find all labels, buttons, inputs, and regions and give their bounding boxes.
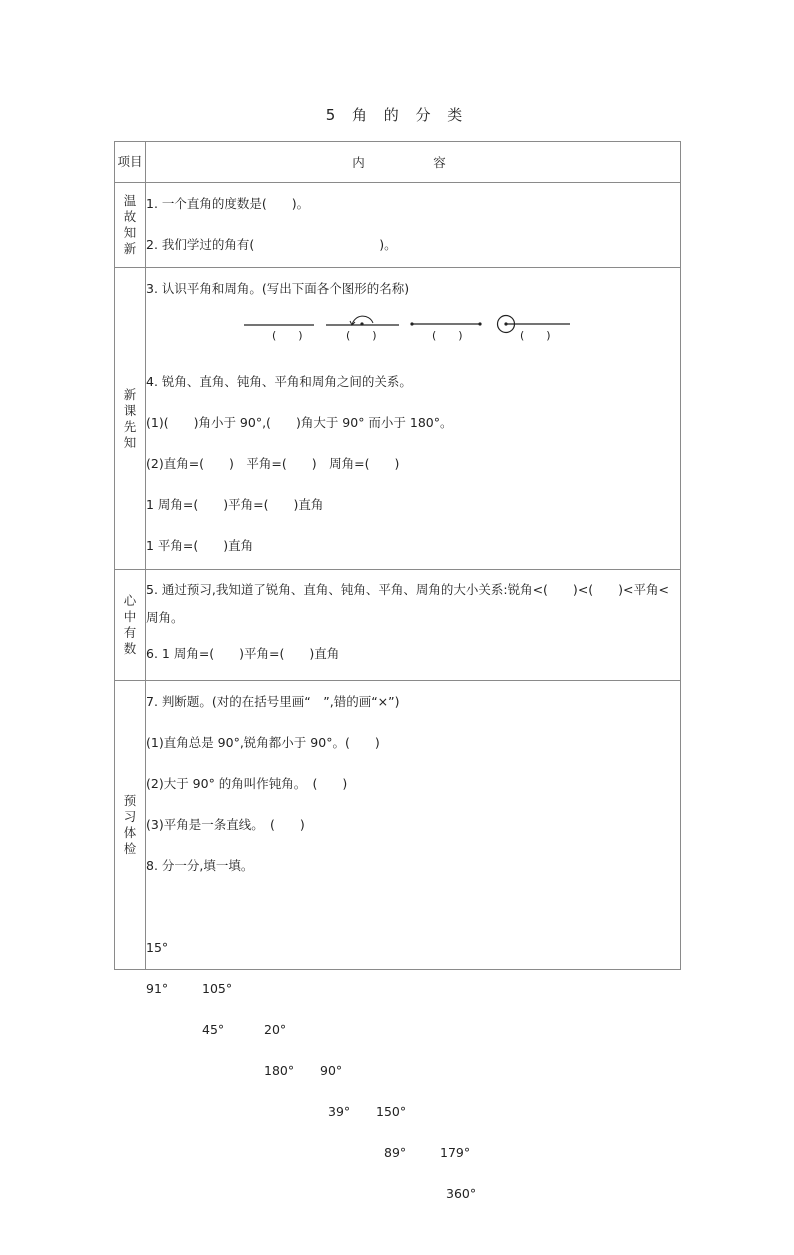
angle-value: 15°	[146, 940, 169, 955]
section-content	[146, 183, 681, 268]
question-4-3: 1 周角=( )平角=( )直角	[146, 497, 324, 512]
angle-value: 180°	[264, 1063, 295, 1078]
section-label: 新课先知	[115, 268, 146, 570]
angle-value: 39°	[328, 1104, 351, 1119]
section-new-lesson	[115, 268, 681, 570]
section-summary	[115, 570, 681, 681]
angle-value: 20°	[264, 1022, 287, 1037]
question-4: 4. 锐角、直角、钝角、平角和周角之间的关系。	[146, 374, 412, 389]
figure-ray	[410, 322, 481, 325]
question-2: 2. 我们学过的角有( )。	[146, 237, 397, 252]
figure-straight-angle	[326, 316, 399, 325]
figure-blank: ( )	[272, 329, 303, 342]
header-row	[115, 142, 681, 183]
section-content	[146, 681, 681, 1201]
question-5: 5. 通过预习,我知道了锐角、直角、钝角、平角、周角的大小关系:锐角<( )<( )<平角<周角。	[146, 582, 669, 625]
question-4-1: (1)( )角小于 90°,( )角大于 90° 而小于 180°。	[146, 415, 453, 430]
question-4-4: 1 平角=( )直角	[146, 538, 254, 553]
angle-value: 150°	[376, 1104, 407, 1119]
section-label: 预习体检	[115, 681, 146, 970]
page-title: 5 角 的 分 类	[325, 106, 469, 124]
header-item-label: 项目	[117, 154, 143, 169]
angle-value: 45°	[202, 1022, 225, 1037]
question-6: 6. 1 周角=( )平角=( )直角	[146, 646, 340, 661]
section-label: 温故知新	[115, 183, 146, 268]
angle-value: 105°	[202, 981, 233, 996]
angle-value: 91°	[146, 981, 169, 996]
question-1: 1. 一个直角的度数是( )。	[146, 196, 310, 211]
angle-value: 89°	[384, 1145, 407, 1160]
question-7-1: (1)直角总是 90°,锐角都小于 90°。( )	[146, 735, 380, 750]
angle-value: 360°	[446, 1186, 477, 1201]
question-4-2: (2)直角=( ) 平角=( ) 周角=( )	[146, 456, 400, 471]
angle-value: 179°	[440, 1145, 471, 1160]
worksheet-table	[114, 141, 681, 1201]
question-7-3: (3)平角是一条直线。 ( )	[146, 817, 305, 832]
angle-figures-svg	[146, 309, 686, 361]
figure-blank: ( )	[432, 329, 463, 342]
figure-blank: ( )	[346, 329, 377, 342]
section-preview-check	[115, 681, 681, 970]
question-8: 8. 分一分,填一填。	[146, 858, 254, 873]
angle-figures	[146, 309, 680, 361]
header-item	[115, 142, 146, 183]
section-label: 心中有数	[115, 570, 146, 681]
section-review	[115, 183, 681, 268]
header-content-label: 内 容	[352, 155, 474, 170]
question-3: 3. 认识平角和周角。(写出下面各个图形的名称)	[146, 281, 410, 296]
question-7: 7. 判断题。(对的在括号里画“ ”,错的画“×”)	[146, 694, 400, 709]
section-content	[146, 268, 681, 570]
section-content	[146, 570, 681, 681]
question-7-2: (2)大于 90° 的角叫作钝角。 ( )	[146, 776, 348, 791]
angle-value: 90°	[320, 1063, 343, 1078]
header-content	[146, 142, 681, 183]
figure-blank: ( )	[520, 329, 551, 342]
